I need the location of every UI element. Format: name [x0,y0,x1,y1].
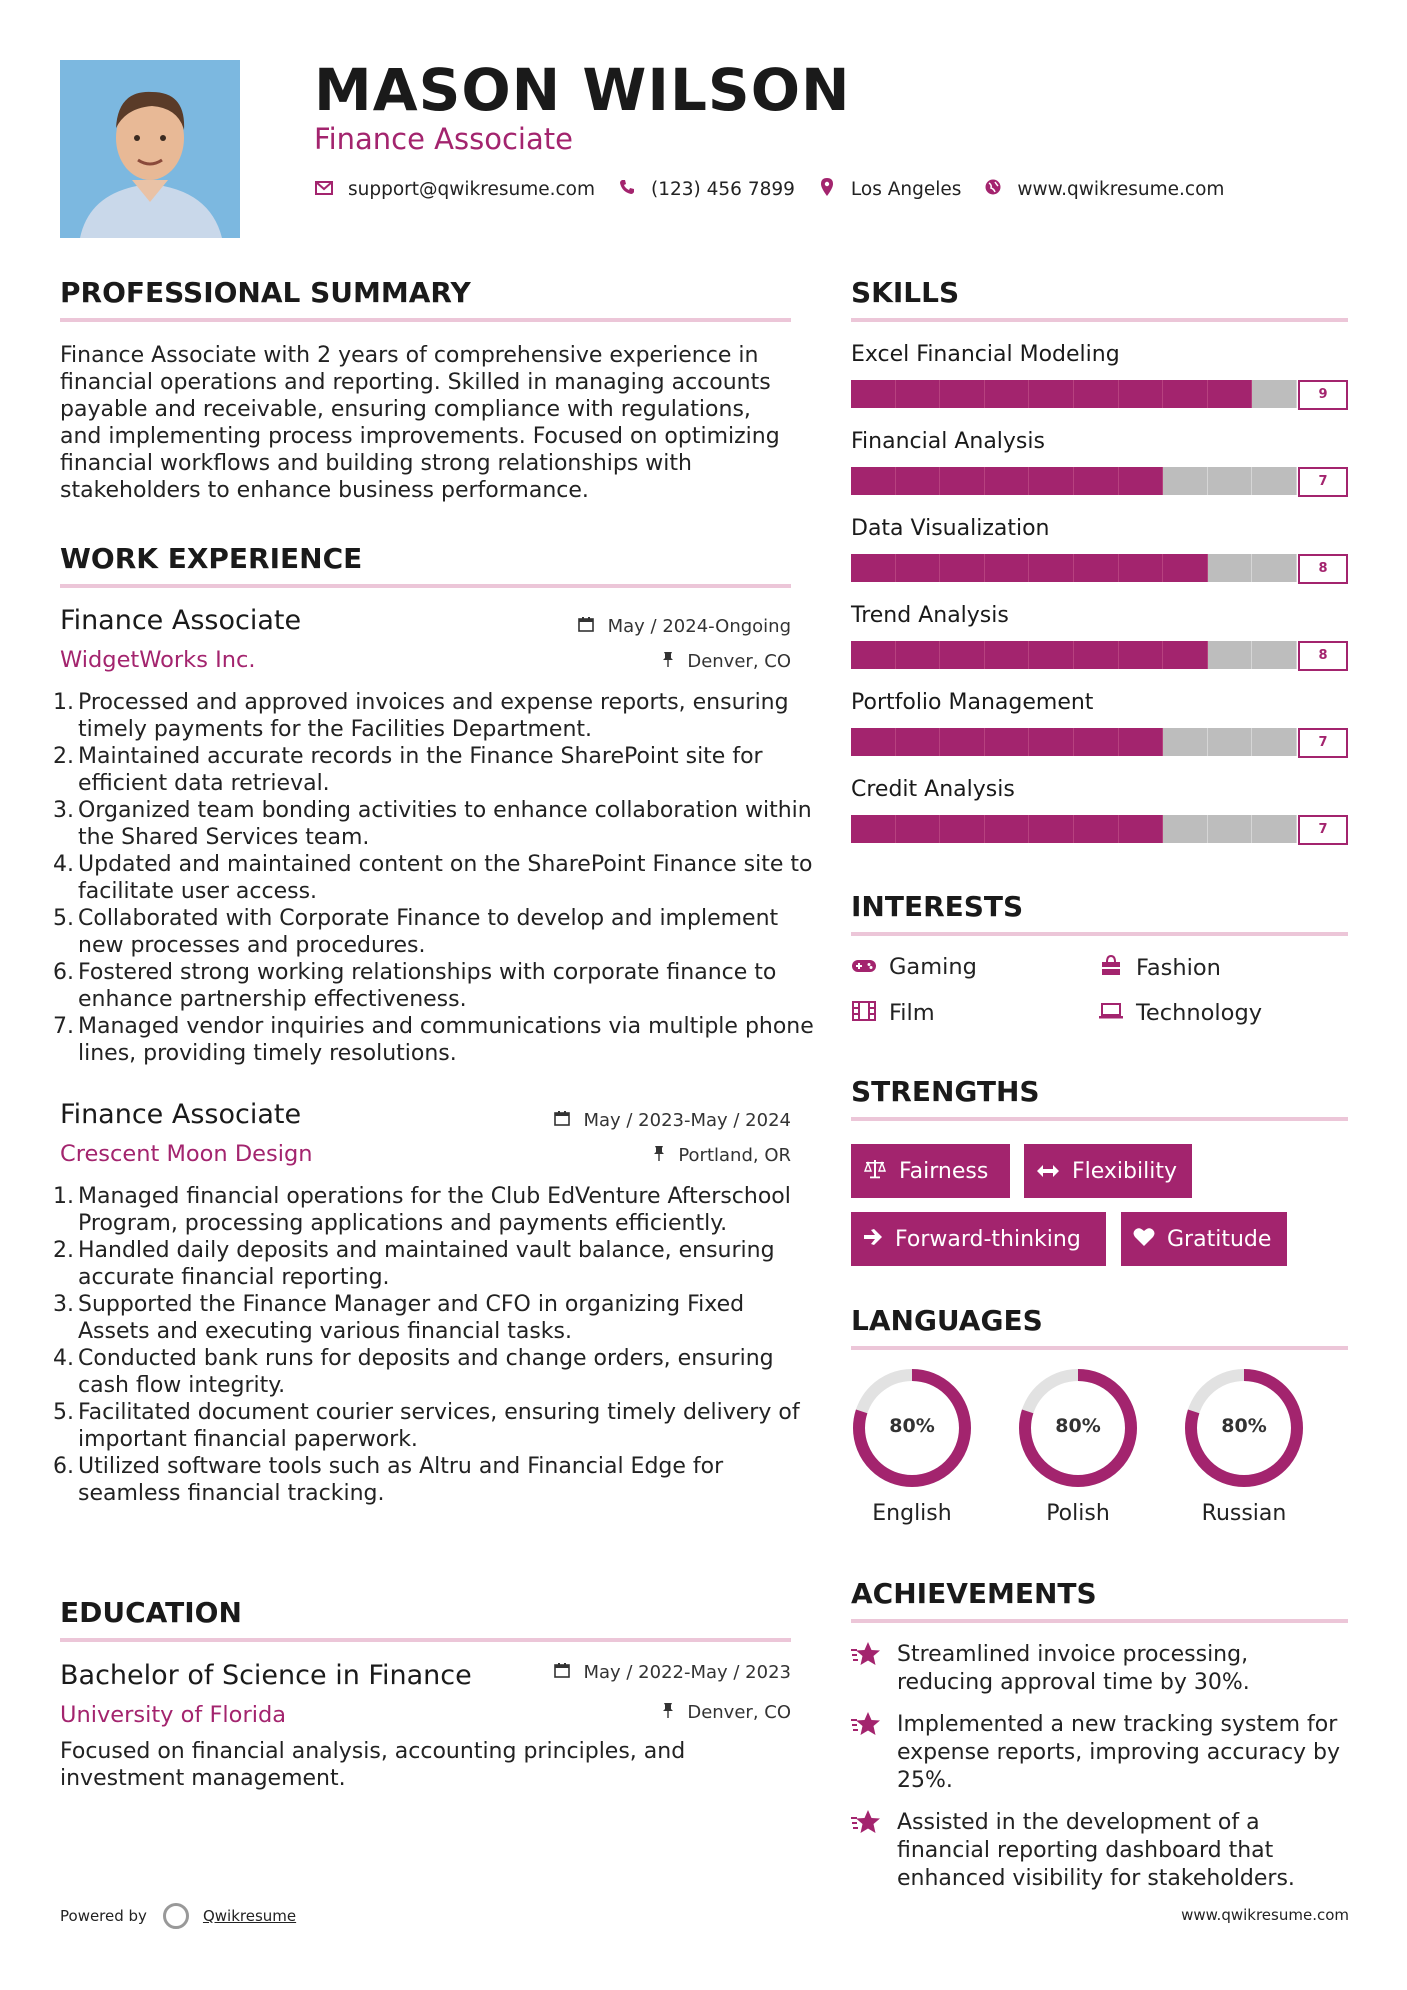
skill-name: Excel Financial Modeling [851,342,1120,367]
candidate-role: Finance Associate [314,122,573,156]
skill-bar-segment [1163,554,1208,582]
skill-score: 8 [1298,554,1348,584]
languages-divider [851,1346,1348,1350]
skill-bar-segment [1163,467,1208,495]
job-title: Finance Associate [60,1099,302,1130]
skill-bar-segment [1074,554,1119,582]
skill-bar-segment [1119,380,1164,408]
footer-url[interactable]: www.qwikresume.com [1181,1906,1349,1924]
skill-bar-segment [1163,728,1208,756]
education-location-text: Denver, CO [687,1702,791,1723]
qwikresume-logo-icon [163,1903,189,1929]
skill-bar-segment [1208,728,1253,756]
skill-bar-segment [1029,728,1074,756]
interest-gaming [851,954,977,980]
skill-name: Trend Analysis [851,603,1009,628]
strength-label: Forward-thinking [895,1226,1081,1252]
interest-label: Gaming [889,954,977,980]
skill-bar [851,554,1297,582]
achievement-item [851,1641,1351,1697]
strength-chip-fairness [851,1144,1010,1198]
job-location [662,651,791,672]
powered-by [60,1903,296,1929]
skill-bar-segment [1208,380,1253,408]
list-item: Handled daily deposits and maintained vault balance, ensuring accurate financial reporting. [78,1238,775,1290]
skill-bar-segment [1208,554,1253,582]
job-dates-text: May / 2023-May / 2024 [583,1110,791,1131]
strength-label: Flexibility [1072,1158,1177,1184]
skill-bar-segment [896,380,941,408]
brand-link[interactable]: Qwikresume [202,1907,297,1925]
calendar-icon [578,616,600,637]
skill-bar [851,815,1297,843]
interest-technology [1098,1000,1262,1026]
strength-chip-forward-thinking [851,1212,1106,1266]
skill-bar-segment [1074,728,1119,756]
skill-bar-segment [896,641,941,669]
skill-bar [851,380,1297,408]
list-item: Utilized software tools such as Altru and Financial Edge for seamless financial tracking. [78,1454,724,1506]
skill-bar-segment [940,815,985,843]
achievements-divider [851,1619,1348,1623]
arrow-right-icon [863,1227,883,1251]
skill-bar-segment [1029,554,1074,582]
laptop-icon [1098,1001,1124,1025]
skill-bar-segment [1029,641,1074,669]
language-name: Polish [1046,1501,1110,1526]
balance-scale-icon [863,1159,887,1184]
list-item: Maintained accurate records in the Finance SharePoint site for efficient data retrieval. [78,744,763,796]
skill-bar-segment [1208,815,1253,843]
achievement-item [851,1711,1351,1795]
skill-bar-segment [1208,467,1253,495]
list-item: Managed financial operations for the Club EdVenture Afterschool Program, processing applications and payments efficiently. [78,1184,791,1236]
list-item: Organized team bonding activities to enhance collaboration within the Shared Services team. [78,798,812,850]
degree-title: Bachelor of Science in Finance [60,1660,472,1691]
experience-divider [60,584,791,588]
list-item: Fostered strong working relationships with corporate finance to enhance partnership effectiveness. [78,960,777,1012]
strength-chip-flexibility [1024,1144,1192,1198]
skill-bar-segment [985,380,1030,408]
job-dates [554,1110,791,1131]
skill-bar-segment [1074,380,1119,408]
shopping-bag-icon [1098,954,1124,981]
skill-bar-segment [1208,641,1253,669]
skill-name: Data Visualization [851,516,1050,541]
skill-bar-segment [851,554,896,582]
summary-heading: PROFESSIONAL SUMMARY [60,276,471,309]
achievement-text: Implemented a new tracking system for expense reports, improving accuracy by 25%. [897,1712,1341,1793]
globe-icon [983,179,1003,200]
skill-bar-segment [940,467,985,495]
skill-bar-segment [1252,554,1297,582]
achievement-item [851,1809,1351,1893]
phone-icon [617,179,637,200]
skill-bar-segment [1252,728,1297,756]
skill-bar-segment [1119,554,1164,582]
skill-bar-segment [851,815,896,843]
skill-bar-segment [985,815,1030,843]
education-description: Focused on financial analysis, accounting principles, and investment management. [60,1739,686,1791]
map-pin-icon [817,178,837,201]
skill-bar-segment [1119,641,1164,669]
interest-label: Film [889,1000,935,1026]
skills-divider [851,318,1348,322]
language-name: English [872,1501,952,1526]
film-icon [851,1001,877,1026]
list-item: Collaborated with Corporate Finance to develop and implement new processes and procedures. [78,906,779,958]
education-divider [60,1638,791,1642]
list-item: Supported the Finance Manager and CFO in organizing Fixed Assets and executing various financial tasks. [78,1292,745,1344]
skill-bar-segment [1252,467,1297,495]
pushpin-icon [662,1702,680,1723]
job-location-text: Denver, CO [687,651,791,672]
skill-bar-segment [940,554,985,582]
job-location-text: Portland, OR [678,1145,791,1166]
pushpin-icon [662,651,680,672]
language-name: Russian [1201,1501,1287,1526]
skill-bar [851,728,1297,756]
skill-score: 9 [1298,380,1348,410]
powered-by-label: Powered by [60,1907,147,1925]
school-name: University of Florida [60,1702,287,1728]
education-dates [554,1662,791,1683]
skill-bar-segment [940,380,985,408]
contact-location [817,178,962,201]
list-item: Conducted bank runs for deposits and change orders, ensuring cash flow integrity. [78,1346,774,1398]
star-icon [851,1809,897,1893]
list-item: Processed and approved invoices and expense reports, ensuring timely payments for the Facilities Department. [78,690,789,742]
interest-label: Fashion [1136,954,1221,981]
job-company: Crescent Moon Design [60,1141,313,1167]
contact-email[interactable] [314,179,595,200]
strength-label: Gratitude [1167,1226,1272,1252]
language-percent: 80% [889,1415,935,1437]
interests-divider [851,932,1348,936]
strengths-divider [851,1117,1348,1121]
skill-bar-segment [1163,815,1208,843]
skill-bar-segment [896,467,941,495]
skill-bar-segment [851,380,896,408]
job-dates-text: May / 2024-Ongoing [607,616,791,637]
skill-bar-segment [1029,467,1074,495]
skill-bar-segment [1029,380,1074,408]
contact-location-text: Los Angeles [850,179,962,200]
skill-score: 7 [1298,815,1348,845]
heart-icon [1133,1227,1155,1252]
skill-bar-segment [896,554,941,582]
skill-bar-segment [1163,380,1208,408]
skill-name: Financial Analysis [851,429,1045,454]
pushpin-icon [653,1145,671,1166]
skill-bar-segment [1252,380,1297,408]
job-bullets [60,1183,818,1507]
skill-bar-segment [985,467,1030,495]
skill-bar [851,467,1297,495]
job-title: Finance Associate [60,605,302,636]
skill-bar-segment [896,815,941,843]
candidate-name: MASON WILSON [314,56,851,124]
interests-heading: INTERESTS [851,890,1024,923]
calendar-icon [554,1110,576,1131]
education-dates-text: May / 2022-May / 2023 [583,1662,791,1683]
skill-bar-segment [985,554,1030,582]
skill-bar-segment [1119,728,1164,756]
achievement-text: Assisted in the development of a financial reporting dashboard that enhanced visibility for stakeholders. [897,1810,1295,1891]
job-bullets [60,689,818,1067]
contact-phone-text: (123) 456 7899 [651,179,795,200]
skill-bar-segment [940,641,985,669]
interest-film [851,1000,935,1026]
skill-bar-segment [851,641,896,669]
education-heading: EDUCATION [60,1596,242,1629]
skill-score: 7 [1298,467,1348,497]
skill-bar-segment [1163,641,1208,669]
skill-bar-segment [1029,815,1074,843]
list-item: Managed vendor inquiries and communications via multiple phone lines, providing timely resolutions. [78,1014,814,1066]
skill-bar [851,641,1297,669]
language-percent: 80% [1055,1415,1101,1437]
education-location [662,1702,791,1723]
star-icon [851,1711,897,1795]
experience-heading: WORK EXPERIENCE [60,542,363,575]
envelope-icon [314,179,334,200]
strength-label: Fairness [899,1158,989,1184]
list-item: Updated and maintained content on the SharePoint Finance site to facilitate user access. [78,852,813,904]
languages-heading: LANGUAGES [851,1304,1043,1337]
skills-heading: SKILLS [851,276,960,309]
contact-email-text: support@qwikresume.com [348,179,595,200]
skill-bar-segment [1252,815,1297,843]
skill-bar-segment [1119,467,1164,495]
gamepad-icon [851,955,877,979]
contact-row [314,178,1246,201]
job-dates [578,616,791,637]
profile-photo [60,60,240,238]
skill-bar-segment [851,728,896,756]
achievements-heading: ACHIEVEMENTS [851,1577,1097,1610]
strengths-heading: STRENGTHS [851,1075,1040,1108]
skill-bar-segment [1119,815,1164,843]
job-company: WidgetWorks Inc. [60,647,256,673]
arrows-horizontal-icon [1036,1159,1060,1183]
contact-phone[interactable] [617,179,795,200]
skill-bar-segment [1252,641,1297,669]
skill-score: 8 [1298,641,1348,671]
skill-name: Credit Analysis [851,777,1015,802]
achievement-text: Streamlined invoice processing, reducing approval time by 30%. [897,1642,1250,1695]
skill-name: Portfolio Management [851,690,1094,715]
contact-website-text: www.qwikresume.com [1017,179,1225,200]
skill-bar-segment [1074,815,1119,843]
skill-bar-segment [985,641,1030,669]
interest-fashion [1098,954,1221,981]
strength-chip-gratitude [1121,1212,1287,1266]
list-item: Facilitated document courier services, ensuring timely delivery of important financial paperwork. [78,1400,800,1452]
language-percent: 80% [1221,1415,1267,1437]
skill-bar-segment [851,467,896,495]
job-location [653,1145,791,1166]
summary-divider [60,318,791,322]
skill-bar-segment [1074,641,1119,669]
calendar-icon [554,1662,576,1683]
interest-label: Technology [1136,1000,1263,1026]
star-icon [851,1641,897,1697]
summary-text: Finance Associate with 2 years of comprehensive experience in financial operations and reporting. Skilled in managing accounts payable and receivable, ensuring compliance with regulations, and implementing process improvements. Focused on optimizing financial workflows and building strong relationships with stakeholders to enhance business performance. [60,343,780,503]
skill-bar-segment [1074,467,1119,495]
skill-bar-segment [985,728,1030,756]
skill-score: 7 [1298,728,1348,758]
skill-bar-segment [940,728,985,756]
contact-website[interactable] [983,179,1224,200]
skill-bar-segment [896,728,941,756]
